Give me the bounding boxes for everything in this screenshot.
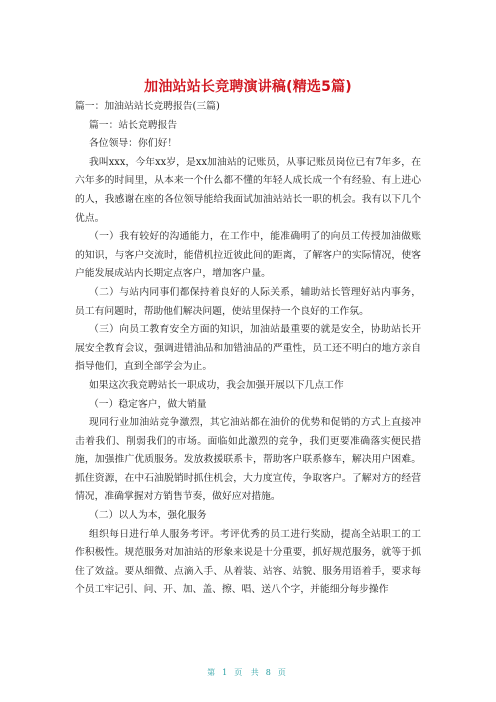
- paragraph: 现同行业加油站竞争激烈，其它油站都在油价的优势和促销的方式上直接冲击着我们、削弱我们的市场。面临如此激烈的竞争，我们更要准确落实便民措施，加强推广优质服务。发放救援联系卡，帮助客户联系修车，解决用户困难。抓住资源，在中石油脱销时抓住机会，大力度宣传，争取客户。了解对方的经营情况，准确掌握对方销售节奏，做好应对措施。: [75, 417, 421, 503]
- footer-total-pages: 8: [265, 668, 274, 677]
- paragraph: （三）向员工教育安全方面的知识，加油站最重要的就是安全，协助站长开展安全教育会议，强调进错油品和加错油品的严重性，员工还不明白的地方亲自指导他们，直到全部学会为止。: [75, 324, 421, 373]
- paragraph: （一）稳定客户，做大销量: [89, 398, 207, 410]
- paragraph: 组织每日进行单人服务考评。考评优秀的员工进行奖励，提高全站职工的工作积极性。规范服务对加油站的形象来说是十分重要，抓好规范服务，就等于抓住了效益。要从细微、点滴入手、从着装、站容、站貌、服务用语着手，要求每个员工牢记引、问、开、加、盖、擦、唱、送八个字，并能细分每步操作: [75, 528, 421, 596]
- paragraph: 我叫xxx，今年xx岁，是xx加油站的记账员，从事记账员岗位已有7年多，在六年多的时间里，从本来一个什么都不懂的年轻人成长成一个有经验、有上进心的人，我感谢在座的各位领导能给我面试加油站站长一职的机会。我有以下几个优点。: [75, 156, 421, 224]
- paragraph: 篇一：站长竞聘报告: [89, 119, 178, 131]
- paragraph: （一）我有较好的沟通能力，在工作中，能准确明了的向员工传授加油做账的知识，与客户交流时，能借机拉近彼此间的距离，了解客户的实际情况，使客户能发展成站内长期定点客户，增加客户量。: [75, 231, 421, 280]
- paragraph: （二）以人为本，强化服务: [89, 510, 207, 522]
- footer-label-page: 第: [207, 668, 219, 677]
- footer-current-page: 1: [222, 668, 231, 677]
- paragraph: 如果这次我竞聘站长一职成功，我会加强开展以下几点工作: [89, 379, 344, 391]
- page-footer: [0, 667, 496, 678]
- document-title: 加油站站长竞聘演讲稿(精选5篇): [144, 79, 352, 95]
- footer-label-of: 页 共: [234, 668, 262, 677]
- paragraph: 各位领导：你们好！: [89, 138, 178, 150]
- document-body: [75, 98, 421, 600]
- footer-label-end: 页: [277, 668, 289, 677]
- paragraph: 篇一：加油站站长竞聘报告(三篇): [75, 101, 220, 112]
- paragraph: （二）与站内同事们都保持着良好的人际关系，辅助站长管理好站内事务，员工有问题时，帮助他们解决问题，使站里保持一个良好的工作氛。: [75, 286, 421, 317]
